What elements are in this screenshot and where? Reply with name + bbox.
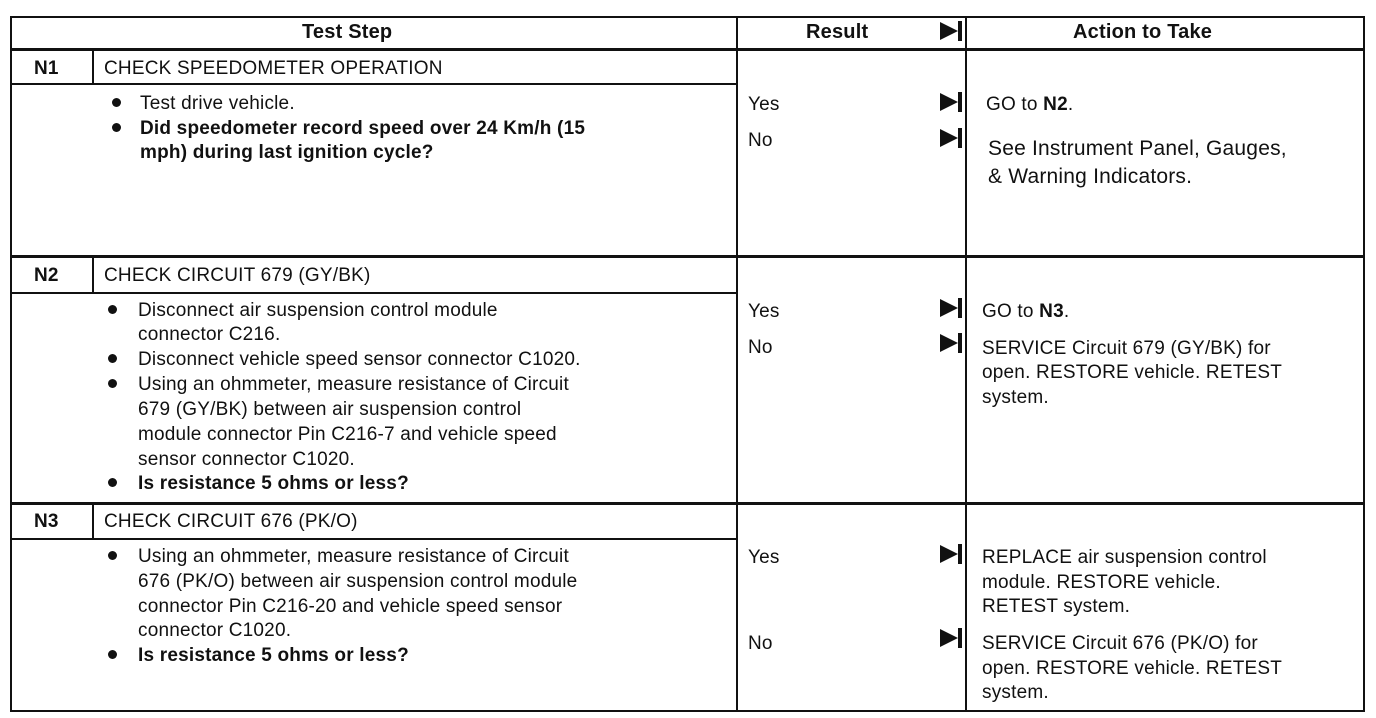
result-no: No	[748, 337, 773, 358]
arrow-icon	[940, 129, 958, 147]
step-text: connector C216.	[138, 324, 281, 345]
action-goto-label: GO to	[986, 94, 1044, 115]
action-period: .	[1067, 94, 1074, 115]
action-text: REPLACE air suspension control	[982, 547, 1267, 568]
step-title: CHECK SPEEDOMETER OPERATION	[104, 58, 443, 79]
n2-title-bottom	[10, 292, 737, 294]
step-title: CHECK CIRCUIT 676 (PK/O)	[104, 511, 358, 532]
n3-id-divider	[92, 505, 94, 539]
step-text: Using an ohmmeter, measure resistance of Circuit	[138, 546, 569, 567]
step-id: N1	[34, 58, 59, 79]
arrow-icon	[940, 334, 958, 352]
arrow-bar-icon	[958, 298, 962, 318]
step-text: Disconnect air suspension control module	[138, 300, 498, 321]
action-text: system.	[982, 387, 1049, 408]
left-border	[10, 16, 12, 712]
action-text: open. RESTORE vehicle. RETEST	[982, 658, 1283, 679]
result-no: No	[748, 130, 773, 151]
action-col-left-border	[965, 16, 967, 712]
action-text: module. RESTORE vehicle.	[982, 572, 1221, 593]
action-text: See Instrument Panel, Gauges,	[988, 137, 1287, 160]
bullet-icon	[112, 98, 121, 107]
result-no: No	[748, 633, 773, 654]
bullet-icon	[108, 650, 117, 659]
n1-id-divider	[92, 51, 94, 84]
n1-title-bottom	[10, 83, 737, 85]
action-goto-target: N2	[1043, 94, 1068, 115]
header-arrow-bar-icon	[958, 21, 962, 41]
step-text: sensor connector C1020.	[138, 449, 355, 470]
result-yes: Yes	[748, 301, 780, 322]
action-text: SERVICE Circuit 676 (PK/O) for	[982, 633, 1258, 654]
result-col-left-border	[736, 16, 738, 712]
bullet-icon	[108, 478, 117, 487]
step-question: Is resistance 5 ohms or less?	[138, 473, 409, 494]
bullet-icon	[108, 305, 117, 314]
step-text: Test drive vehicle.	[140, 93, 295, 114]
action-text: SERVICE Circuit 679 (GY/BK) for	[982, 338, 1271, 359]
step-question: mph) during last ignition cycle?	[140, 142, 434, 163]
header-action: Action to Take	[1073, 21, 1213, 43]
action-text: system.	[982, 682, 1049, 703]
result-yes: Yes	[748, 94, 780, 115]
arrow-bar-icon	[958, 128, 962, 148]
header-result: Result	[806, 21, 869, 43]
arrow-bar-icon	[958, 92, 962, 112]
header-arrow-icon	[940, 22, 958, 40]
step-title: CHECK CIRCUIT 679 (GY/BK)	[104, 265, 371, 286]
action-text: RETEST system.	[982, 596, 1131, 617]
right-border	[1363, 16, 1365, 712]
row-n2-bottom-border	[10, 502, 1365, 505]
step-text: connector Pin C216-20 and vehicle speed sensor	[138, 596, 563, 617]
step-text: Using an ohmmeter, measure resistance of Circuit	[138, 374, 569, 395]
step-text: 679 (GY/BK) between air suspension control	[138, 399, 522, 420]
action-text	[986, 92, 1073, 117]
header-bottom-border	[10, 48, 1365, 51]
arrow-icon	[940, 93, 958, 111]
result-yes: Yes	[748, 547, 780, 568]
arrow-icon	[940, 299, 958, 317]
action-period: .	[1063, 301, 1070, 322]
arrow-bar-icon	[958, 544, 962, 564]
n2-id-divider	[92, 258, 94, 293]
bullet-icon	[108, 551, 117, 560]
table-bottom-border	[10, 710, 1365, 712]
step-text: Disconnect vehicle speed sensor connector C1020.	[138, 349, 581, 370]
step-question: Did speedometer record speed over 24 Km/h (15	[140, 118, 586, 139]
bullet-icon	[108, 379, 117, 388]
step-id: N3	[34, 511, 59, 532]
arrow-icon	[940, 629, 958, 647]
action-goto-label: GO to	[982, 301, 1040, 322]
action-text: & Warning Indicators.	[988, 165, 1193, 188]
arrow-bar-icon	[958, 333, 962, 353]
step-text: 676 (PK/O) between air suspension control module	[138, 571, 578, 592]
step-question: Is resistance 5 ohms or less?	[138, 645, 409, 666]
row-n1-bottom-border	[10, 255, 1365, 258]
action-text	[982, 299, 1069, 324]
bullet-icon	[112, 123, 121, 132]
action-goto-target: N3	[1039, 301, 1064, 322]
arrow-bar-icon	[958, 628, 962, 648]
step-id: N2	[34, 265, 59, 286]
bullet-icon	[108, 354, 117, 363]
step-text: connector C1020.	[138, 620, 292, 641]
table-top-border	[10, 16, 1365, 18]
header-test-step: Test Step	[302, 21, 393, 43]
n3-title-bottom	[10, 538, 737, 540]
step-text: module connector Pin C216-7 and vehicle speed	[138, 424, 557, 445]
action-text: open. RESTORE vehicle. RETEST	[982, 362, 1283, 383]
arrow-icon	[940, 545, 958, 563]
